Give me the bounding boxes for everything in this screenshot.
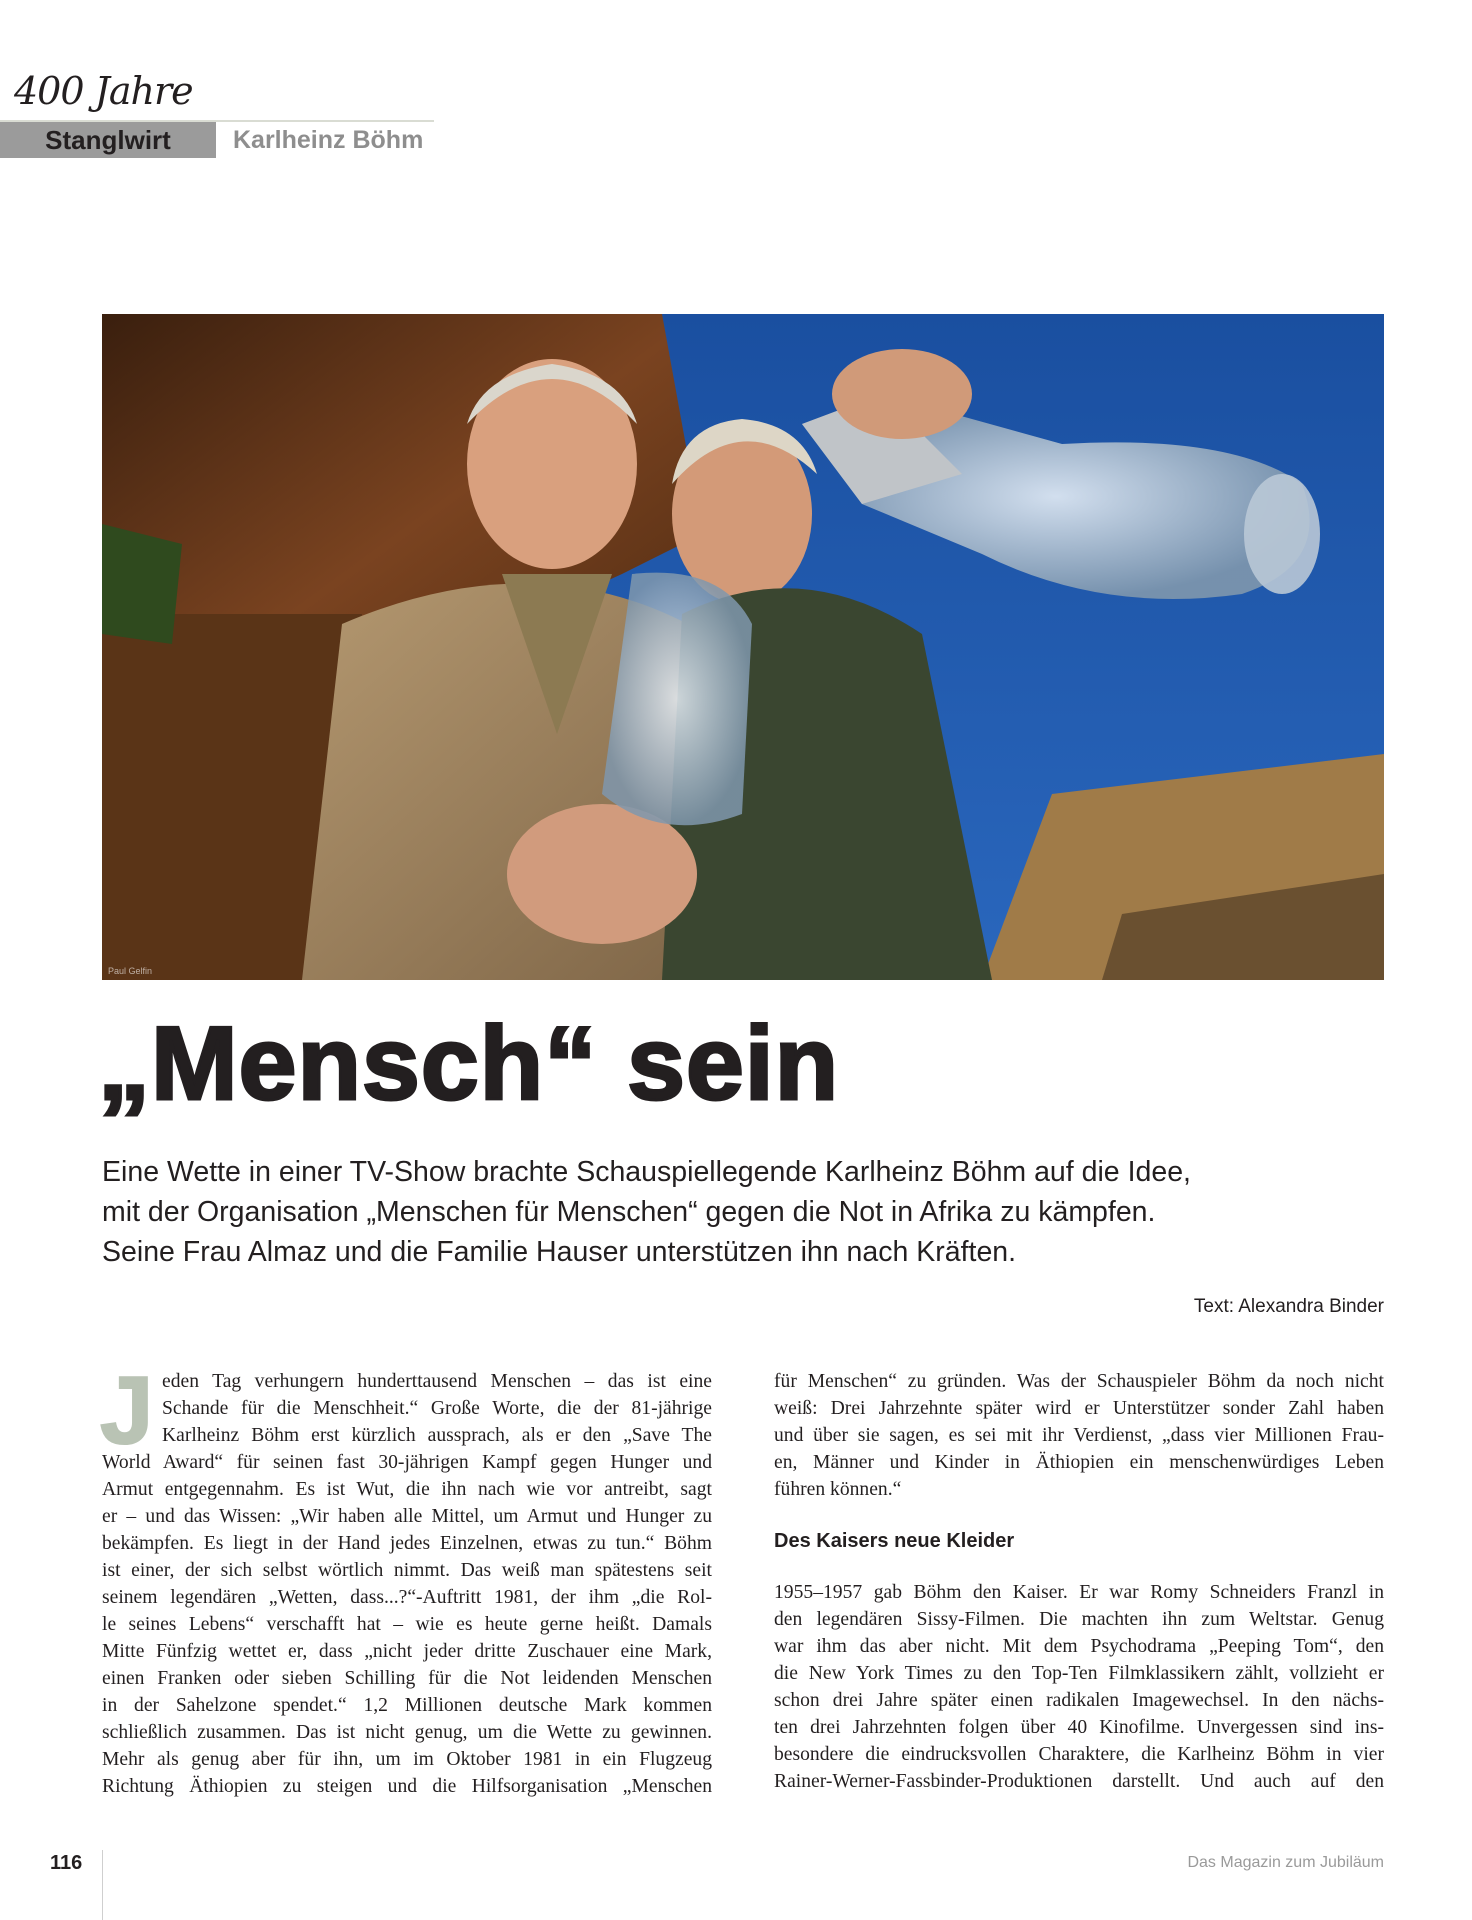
body-line: Rainer-Werner-Fassbinder-Produktionen darstellt. Und auch auf den (774, 1771, 1384, 1792)
lead-line: Seine Frau Almaz und die Familie Hauser unterstützen ihn nach Kräften. (102, 1236, 1017, 1268)
page-number: 116 (50, 1852, 83, 1874)
photo-illustration (102, 314, 1384, 980)
body-line: 1955–1957 gab Böhm den Kaiser. Er war Romy Schneiders Franzl in (774, 1582, 1384, 1603)
body-line: Richtung Äthiopien zu steigen und die Hilfsorganisation „Menschen (102, 1776, 712, 1797)
body-line: World Award“ für seinen fast 30-jährigen Kampf gegen Hunger und (102, 1452, 712, 1473)
body-line: seinem legendären „Wetten, dass...?“-Auftritt 1981, der ihm „die Rol- (102, 1587, 712, 1608)
body-line: ist einer, der sich selbst wörtlich nimmt. Das weiß man spätestens seit (102, 1560, 712, 1581)
body-column-left (100, 1357, 712, 1800)
photo-credit: Paul Gelfin (108, 966, 153, 976)
body-line: ten drei Jahrzehnten folgen über 40 Kinofilme. Unvergessen sind ins- (774, 1717, 1384, 1738)
header-script-title: 400 Jahre (14, 69, 193, 113)
body-line: le seines Lebens“ verschafft hat – wie es heute gerne heißt. Damals (102, 1614, 712, 1635)
body-line: einen Franken oder sieben Schilling für die Not leidenden Menschen (102, 1668, 712, 1689)
body-line: schließlich zusammen. Das ist nicht genug, um die Wette zu gewinnen. (102, 1722, 712, 1743)
body-line: war ihm das aber nicht. Mit dem Psychodrama „Peeping Tom“, den (774, 1636, 1384, 1657)
article-lead (102, 1152, 1392, 1272)
body-line: eden Tag verhungern hunderttausend Menschen – das ist eine (162, 1371, 712, 1392)
body-line: weiß: Drei Jahrzehnte später wird er Unterstützer sonder Zahl haben (774, 1398, 1384, 1419)
footer-magazine-title: Das Magazin zum Jubiläum (1187, 1854, 1384, 1871)
header-brand-box (0, 122, 216, 158)
article-title: „Mensch“ sein (98, 1006, 840, 1122)
body-line: den legendären Sissy-Filmen. Die machten ihn zum Weltstar. Genug (774, 1609, 1384, 1630)
body-line: Armut entgegennahm. Es ist Wut, die ihn nach wie vor antreibt, sagt (102, 1479, 712, 1500)
hero-photo (102, 314, 1384, 980)
body-column-right (774, 1368, 1384, 1795)
lead-line: Eine Wette in einer TV-Show brachte Schauspiellegende Karlheinz Böhm auf die Idee, (102, 1156, 1191, 1188)
footer-divider (102, 1850, 103, 1920)
lead-line: mit der Organisation „Menschen für Menschen“ gegen die Not in Afrika zu kämpfen. (102, 1196, 1156, 1228)
body-line: die New York Times zu den Top-Ten Filmklassikern zählt, vollzieht er (774, 1663, 1384, 1684)
body-line: führen können.“ (774, 1479, 902, 1500)
header-section-label: Karlheinz Böhm (233, 126, 424, 154)
body-line: er – und das Wissen: „Wir haben alle Mittel, um Armut und Hunger zu (102, 1506, 712, 1527)
body-line: und über sie sagen, es sei mit ihr Verdienst, „dass vier Millionen Frau- (774, 1425, 1384, 1446)
body-line: Karlheinz Böhm erst kürzlich aussprach, als er den „Save The (162, 1425, 712, 1446)
body-line: Schande für die Menschheit.“ Große Worte, die der 81-jährige (162, 1398, 712, 1419)
body-line: schon drei Jahre später einen radikalen Imagewechsel. In den nächs- (774, 1690, 1384, 1711)
body-line: Mehr als genug aber für ihn, um im Oktober 1981 in ein Flugzeug (102, 1749, 712, 1770)
body-line: in der Sahelzone spendet.“ 1,2 Millionen deutsche Mark kommen (102, 1695, 712, 1716)
header-brand: Stanglwirt (45, 124, 171, 155)
body-line: bekämpfen. Es liegt in der Hand jedes Einzelnen, etwas zu tun.“ Böhm (102, 1533, 712, 1554)
body-line: en, Männer und Kinder in Äthiopien ein menschenwürdiges Leben (774, 1452, 1384, 1473)
body-line: Mitte Fünfzig wettet er, dass „nicht jeder dritte Zuschauer eine Mark, (102, 1641, 712, 1662)
drop-cap: J (100, 1357, 154, 1464)
body-line: für Menschen“ zu gründen. Was der Schauspieler Böhm da noch nicht (774, 1371, 1384, 1392)
body-line: besondere die eindrucksvollen Charaktere, die Karlheinz Böhm in vier (774, 1744, 1384, 1765)
section-subheading: Des Kaisers neue Kleider (774, 1530, 1015, 1552)
byline: Text: Alexandra Binder (1193, 1296, 1384, 1317)
